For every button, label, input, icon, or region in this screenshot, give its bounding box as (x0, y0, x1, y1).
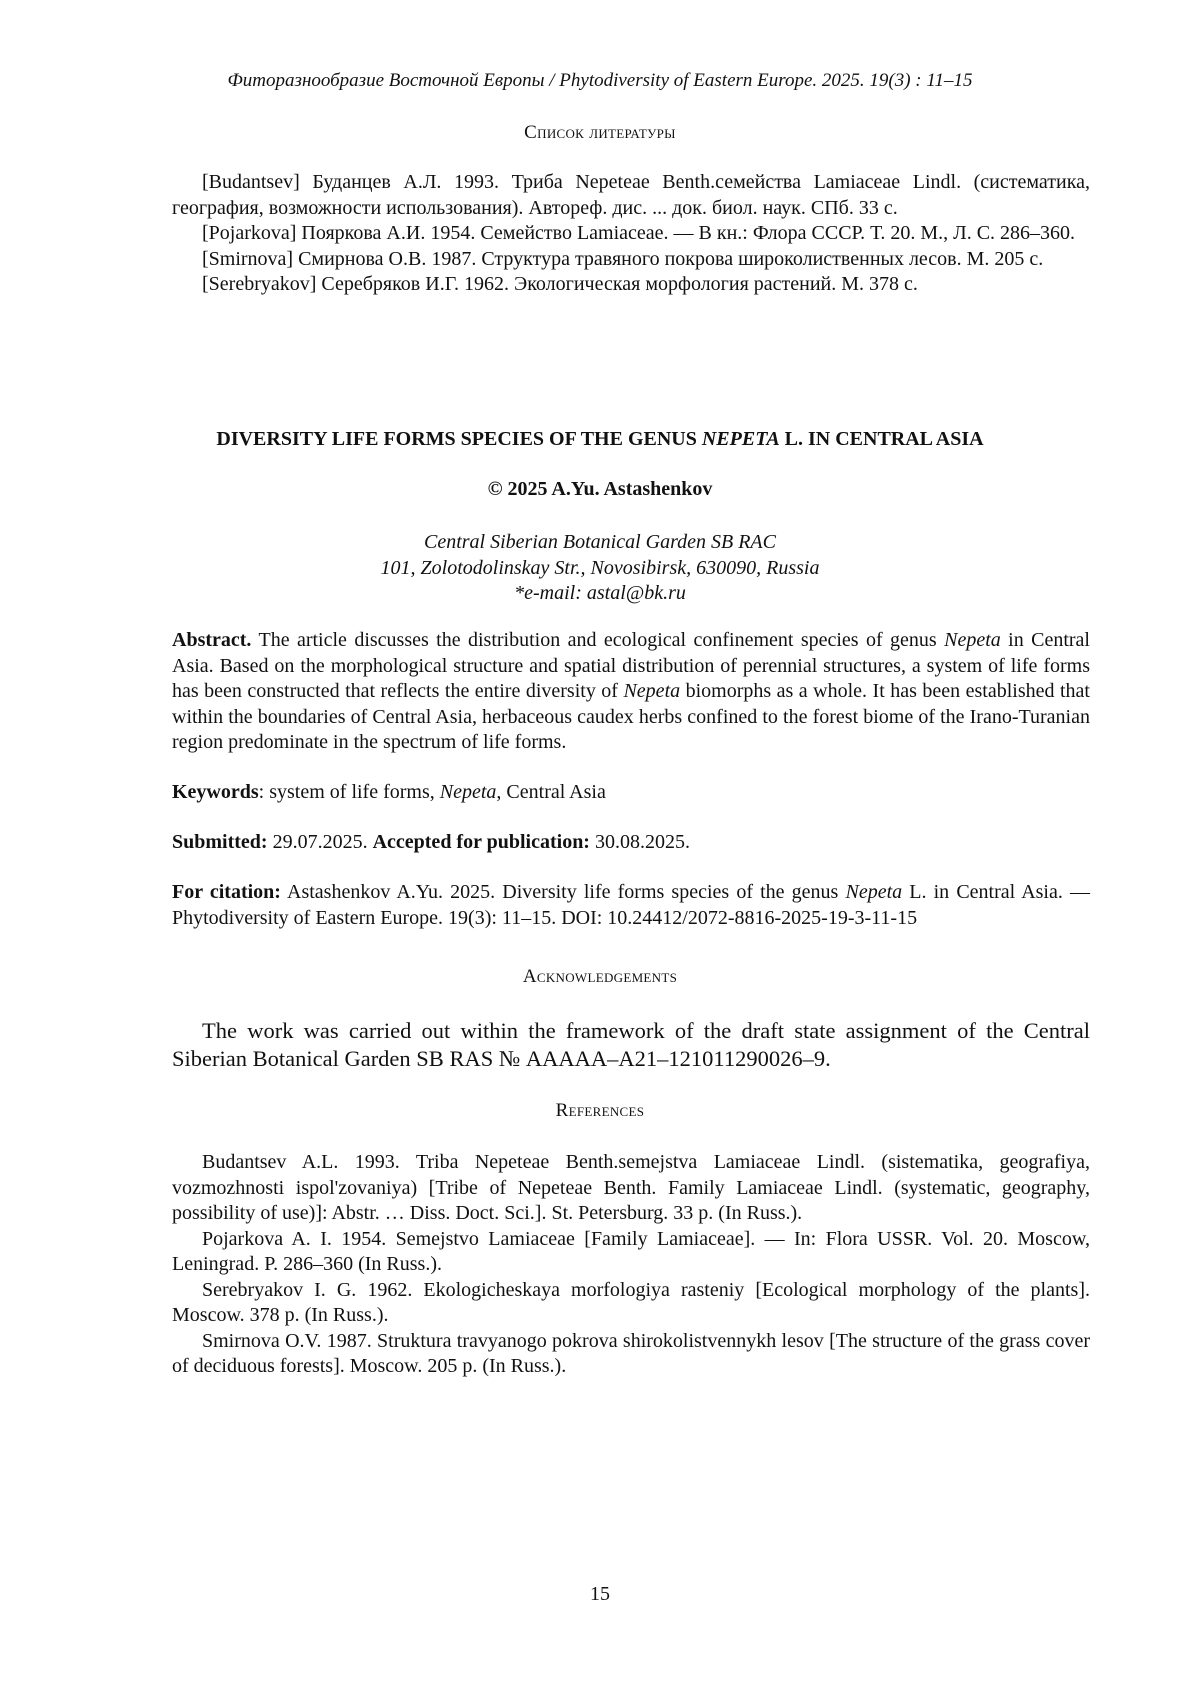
russian-reference-item: [Smirnova] Смирнова О.В. 1987. Структура травяного покрова широколиственных лесов. М. 205 с. (172, 247, 1090, 273)
citation-text-2: L. in Central Asia. — Phytodiversity of Eastern Europe. 19(3): 11–15. DOI: 10.24412/2072-8816-2025-19-3-11-15 (172, 881, 1090, 929)
citation-paragraph (172, 880, 1090, 931)
citation-label: For citation: (172, 881, 281, 903)
russian-reference-item: [Pojarkova] Пояркова А.И. 1954. Семейство Lamiaceae. — В кн.: Флора СССР. Т. 20. М., Л. С. 286–360. (172, 221, 1090, 247)
keywords-line (172, 780, 1090, 806)
references-heading: References (0, 1100, 1200, 1122)
reference-item: Pojarkova A. I. 1954. Semejstvo Lamiaceae [Family Lamiaceae]. — In: Flora USSR. Vol. 20. Moscow, Leningrad. P. 286–360 (In Russ.). (172, 1227, 1090, 1278)
keywords-label: Keywords (172, 781, 259, 803)
abstract-paragraph (172, 628, 1090, 756)
running-head: Фиторазнообразие Восточной Европы / Phytodiversity of Eastern Europe. 2025. 19(3) : 11–15 (0, 70, 1200, 92)
reference-item: Serebryakov I. G. 1962. Ekologicheskaya morfologiya rasteniy [Ecological morphology of the plants]. Moscow. 378 p. (In Russ.). (172, 1278, 1090, 1329)
affiliation-institution: Central Siberian Botanical Garden SB RAC (0, 530, 1200, 556)
article-title-start: DIVERSITY LIFE FORMS SPECIES OF THE GENUS (216, 428, 701, 450)
acknowledgements-heading: Acknowledgements (0, 966, 1200, 988)
article-title-genus: NEPETA (702, 428, 780, 450)
abstract-text-2: in Central Asia. Based on the morphological structure and spatial distribution of perennial structures, a system of life forms has been constructed that reflects the entire diversity of (172, 629, 1090, 702)
abstract-block (172, 628, 1090, 756)
russian-reference-item: [Serebryakov] Серебряков И.Г. 1962. Экологическая морфология растений. М. 378 с. (172, 272, 1090, 298)
abstract-genus-1: Nepeta (944, 629, 1001, 651)
accepted-label: Accepted for publication: (373, 831, 590, 853)
dates-block (172, 830, 1090, 856)
russian-references-list (172, 170, 1090, 298)
russian-references-heading: Список литературы (0, 122, 1200, 144)
accepted-date: 30.08.2025. (590, 831, 690, 853)
author-affiliation (0, 530, 1200, 607)
citation-genus: Nepeta (845, 881, 902, 903)
article-title (0, 428, 1200, 451)
article-author: © 2025 A.Yu. Astashenkov (0, 478, 1200, 501)
dates-line (172, 830, 1090, 856)
abstract-text-3: biomorphs as a whole. It has been established that within the boundaries of Central Asia, herbaceous caudex herbs confined to the forest biome of the Irano-Turanian region predominate in the spectrum of life forms. (172, 680, 1090, 753)
abstract-text-1: The article discusses the distribution and ecological confinement species of genus (251, 629, 944, 651)
affiliation-email: *e-mail: astal@bk.ru (0, 581, 1200, 607)
reference-item: Budantsev A.L. 1993. Triba Nepeteae Benth.semejstva Lamiaceae Lindl. (sistematika, geografiya, vozmozhnosti ispol'zovaniya) [Tribe of Nepeteae Benth. Family Lamiaceae Lindl. (systematic, geography, possibility of use)]: Abstr. … Diss. Doct. Sci.]. St. Petersburg. 33 p. (In Russ.). (172, 1150, 1090, 1227)
citation-text-1: Astashenkov A.Yu. 2025. Diversity life forms species of the genus (281, 881, 846, 903)
abstract-label: Abstract. (172, 629, 251, 651)
references-list (172, 1150, 1090, 1380)
journal-page (0, 0, 1200, 1697)
reference-item: Smirnova O.V. 1987. Struktura travyanogo pokrova shirokolistvennykh lesov [The structure of the grass cover of deciduous forests]. Moscow. 205 p. (In Russ.). (172, 1329, 1090, 1380)
keywords-text-2: , Central Asia (496, 781, 605, 803)
russian-reference-item: [Budantsev] Буданцев А.Л. 1993. Триба Nepeteae Benth.семейства Lamiaceae Lindl. (систематика, география, возможности использования). Автореф. дис. ... док. биол. наук. СПб. 33 с. (172, 170, 1090, 221)
submitted-label: Submitted: (172, 831, 268, 853)
affiliation-address: 101, Zolotodolinskay Str., Novosibirsk, 630090, Russia (0, 556, 1200, 582)
keywords-block (172, 780, 1090, 806)
article-title-end: L. IN CENTRAL ASIA (780, 428, 984, 450)
keywords-text-1: : system of life forms, (259, 781, 440, 803)
abstract-genus-2: Nepeta (623, 680, 680, 702)
acknowledgements-text: The work was carried out within the framework of the draft state assignment of the Central Siberian Botanical Garden SB RAS № АААAА–А21–121011290026–9. (172, 1017, 1090, 1073)
citation-block (172, 880, 1090, 931)
keywords-genus: Nepeta (440, 781, 497, 803)
page-number: 15 (0, 1583, 1200, 1606)
submitted-date: 29.07.2025. (268, 831, 373, 853)
